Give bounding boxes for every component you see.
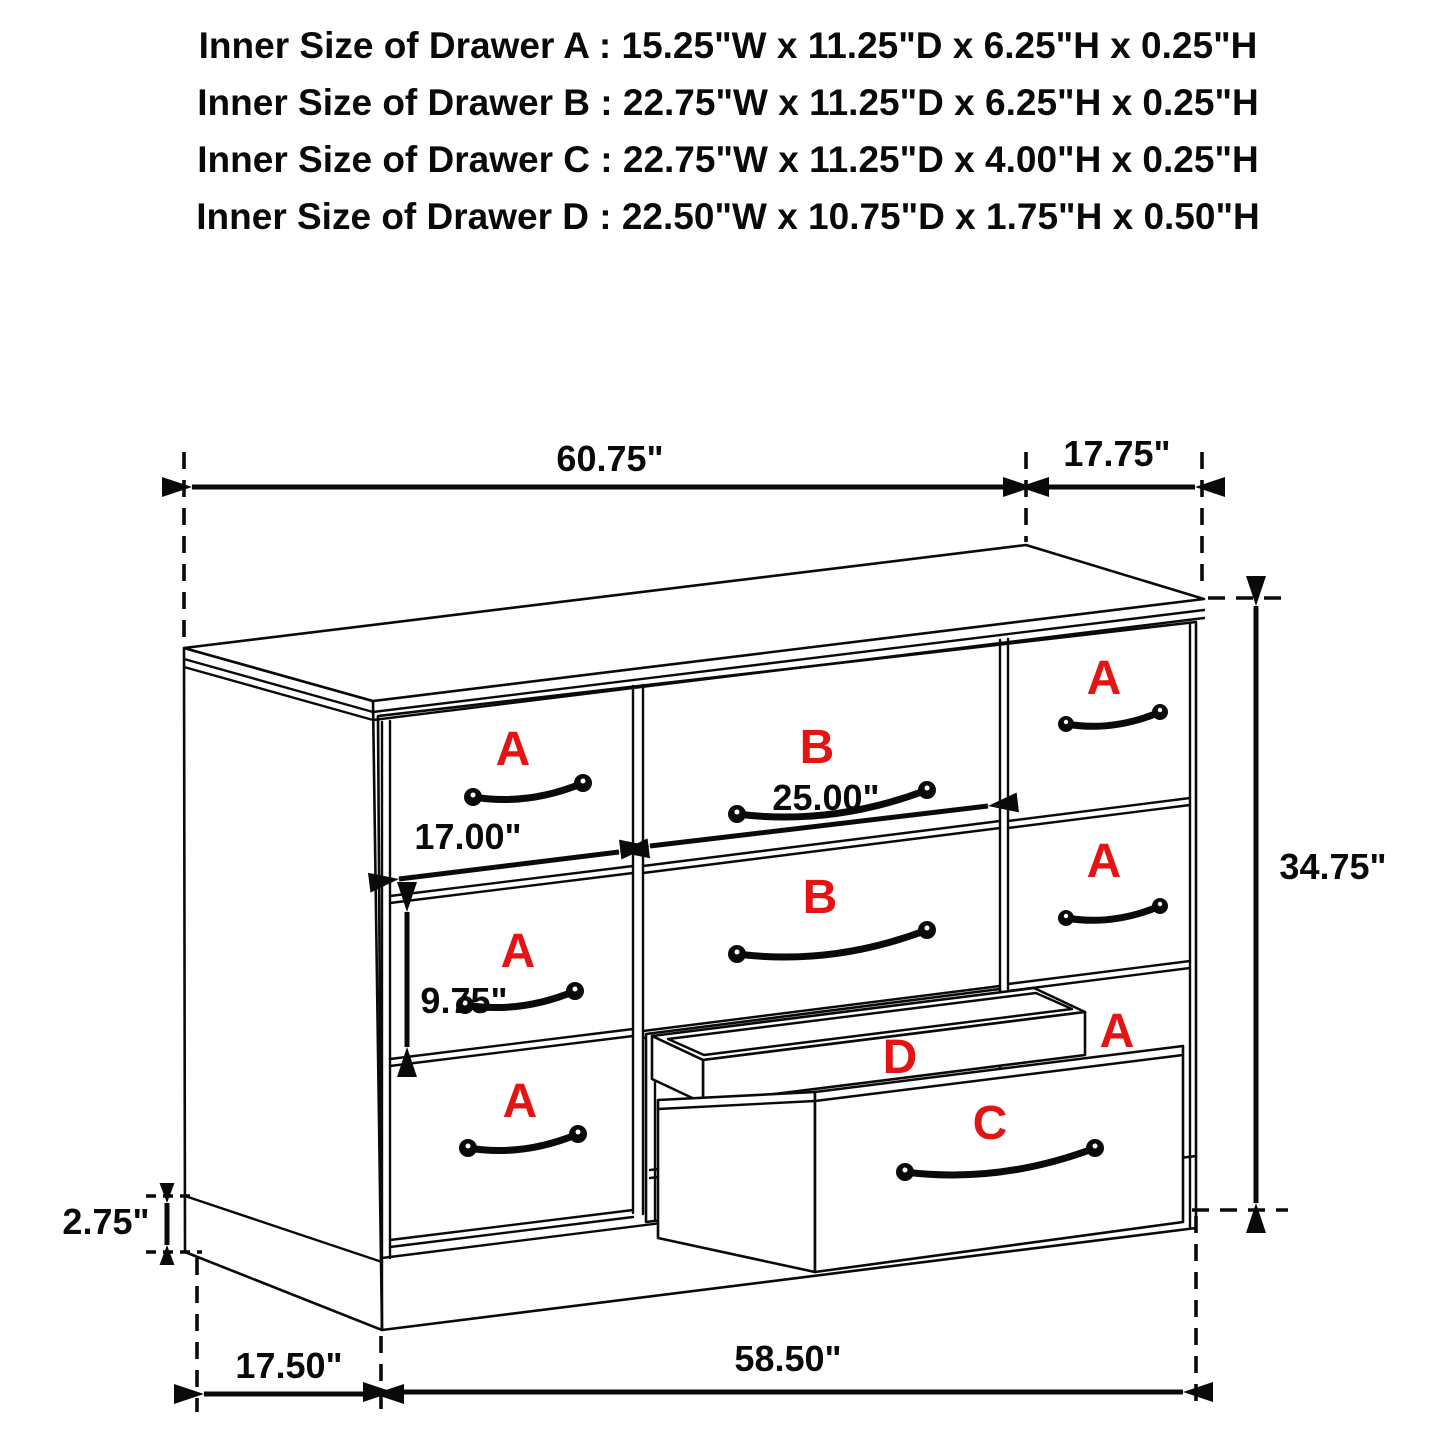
dim-value-base-depth: 17.50" [235, 1345, 343, 1386]
dim-value-top-width: 60.75" [556, 438, 664, 479]
label-drawer-b-2: B [802, 871, 838, 924]
dim-value-drawer-a-height: 9.75" [420, 980, 508, 1021]
title-line-drawer-d: Inner Size of Drawer D : 22.50"W x 10.75"D x 1.75"H x 0.50"H [196, 196, 1260, 237]
label-drawer-a-right-2: A [1086, 835, 1122, 888]
label-drawer-d: D [882, 1031, 918, 1084]
label-drawer-c: C [972, 1097, 1008, 1150]
dim-value-base-height: 2.75" [62, 1201, 150, 1242]
title-line-drawer-a: Inner Size of Drawer A : 15.25"W x 11.25"D x 6.25"H x 0.25"H [198, 25, 1258, 66]
label-drawer-a-right-1: A [1086, 652, 1122, 705]
label-drawer-a-left-1: A [495, 723, 531, 776]
title-block [196, 25, 1259, 237]
label-drawer-a-right-3: A [1099, 1005, 1135, 1058]
dim-value-height: 34.75" [1279, 846, 1387, 887]
title-line-drawer-b: Inner Size of Drawer B : 22.75"W x 11.25"D x 6.25"H x 0.25"H [197, 82, 1259, 123]
dim-value-top-depth: 17.75" [1063, 433, 1171, 474]
label-drawer-a-left-3: A [502, 1075, 538, 1128]
dim-value-base-width: 58.50" [734, 1338, 842, 1379]
label-drawer-b-1: B [799, 721, 835, 774]
title-line-drawer-c: Inner Size of Drawer C : 22.75"W x 11.25"D x 4.00"H x 0.25"H [197, 139, 1259, 180]
dim-value-drawer-a-width: 17.00" [414, 816, 522, 857]
dim-value-drawer-b-width: 25.00" [772, 777, 880, 818]
label-drawer-a-left-2: A [500, 925, 536, 978]
